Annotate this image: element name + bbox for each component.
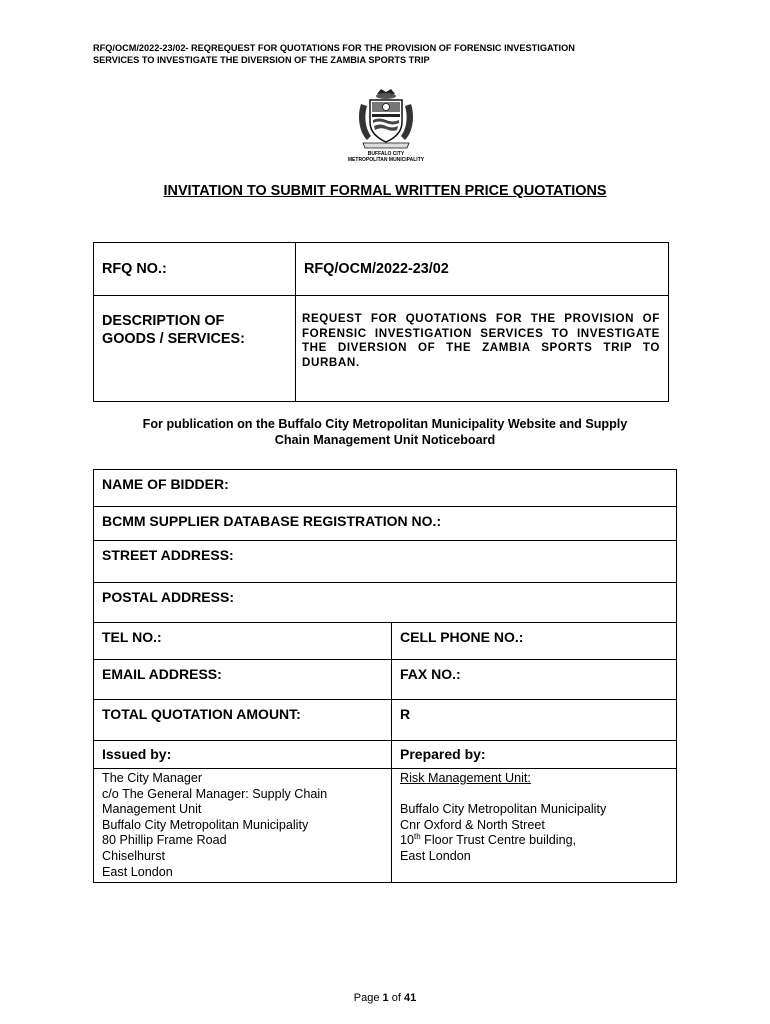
coat-of-arms-icon [355,86,417,150]
street-address-field[interactable]: STREET ADDRESS: [94,541,677,583]
document-title: INVITATION TO SUBMIT FORMAL WRITTEN PRICE QUOTATIONS [163,183,607,199]
running-header [93,43,693,66]
description-label [94,296,296,402]
total-quotation-amount-label: TOTAL QUOTATION AMOUNT: [94,700,392,741]
email-address-field[interactable]: EMAIL ADDRESS: [94,660,392,700]
rfq-number-row [94,243,669,296]
issued-by-line: East London [102,864,173,879]
total-quotation-amount-field[interactable]: R [392,700,677,741]
publication-line-2: Chain Management Unit Noticeboard [274,433,496,447]
logo-caption [340,151,432,163]
rfq-details-table [93,242,669,402]
issued-prepared-heading-row [94,741,677,769]
prepared-by-line [400,833,668,849]
running-header-line-2: SERVICES TO INVESTIGATE THE DIVERSION OF THE ZAMBIA SPORTS TRIP [93,54,430,65]
postal-address-row [94,583,677,623]
issued-by-line: c/o The General Manager: Supply Chain [102,786,328,801]
spacer [400,787,668,803]
page-number: 1 [382,992,389,1004]
name-of-bidder-row [94,470,677,507]
issued-by-heading: Issued by: [94,741,392,769]
rfq-number-value: RFQ/OCM/2022-23/02 [296,243,669,296]
prepared-by-line: East London [400,848,471,863]
issued-by-line: Buffalo City Metropolitan Municipality [102,817,309,832]
street-address-row [94,541,677,583]
issued-by-line: Management Unit [102,802,202,817]
rfq-description-row [94,296,669,402]
bidder-details-table [93,469,677,883]
name-of-bidder-field[interactable]: NAME OF BIDDER: [94,470,677,507]
floor-number: 10 [400,833,415,848]
issued-by-address [94,769,392,883]
prepared-by-line: Cnr Oxford & North Street [400,817,545,832]
publication-line-1: For publication on the Buffalo City Metropolitan Municipality Website and Supply [142,417,628,431]
issued-by-line: Chiselhurst [102,848,165,863]
prepared-by-line: Buffalo City Metropolitan Municipality [400,802,607,817]
bcmm-registration-field[interactable]: BCMM SUPPLIER DATABASE REGISTRATION NO.: [94,507,677,541]
floor-rest: Floor Trust Centre building, [420,833,577,848]
postal-address-field[interactable]: POSTAL ADDRESS: [94,583,677,623]
logo-caption-line-1: BUFFALO CITY [367,151,405,157]
bcmm-registration-row [94,507,677,541]
description-label-line-2: GOODS / SERVICES: [102,331,245,347]
rfq-number-label: RFQ NO.: [94,243,296,296]
cell-phone-no-field[interactable]: CELL PHONE NO.: [392,623,677,660]
email-fax-row [94,660,677,700]
municipality-logo [340,86,432,164]
logo-caption-line-2: METROPOLITAN MUNICIPALITY [347,157,425,163]
of-word: of [391,992,401,1004]
prepared-by-unit: Risk Management Unit: [400,771,531,785]
issued-prepared-address-row [94,769,677,883]
running-header-line-1: RFQ/OCM/2022-23/02- REQREQUEST FOR QUOTATIONS FOR THE PROVISION OF FORENSIC INVESTIGATION [93,43,575,53]
issued-by-line: The City Manager [102,771,203,785]
publication-notice [100,416,670,448]
page-word: Page [353,992,380,1004]
total-quotation-row [94,700,677,741]
prepared-by-address [392,769,677,883]
floor-ordinal-suffix: th [414,832,421,842]
page-total: 41 [403,992,417,1004]
page-footer [0,992,770,1004]
phone-row [94,623,677,660]
prepared-by-heading: Prepared by: [392,741,677,769]
description-label-line-1: DESCRIPTION OF [102,313,225,329]
fax-no-field[interactable]: FAX NO.: [392,660,677,700]
issued-by-line: 80 Phillip Frame Road [102,833,227,848]
description-value: REQUEST FOR QUOTATIONS FOR THE PROVISION OF FORENSIC INVESTIGATION SERVICES TO INVESTIGATE THE DIVERSION OF THE ZAMBIA SPORTS TRIP TO DURBAN. [296,296,669,402]
tel-no-field[interactable]: TEL NO.: [94,623,392,660]
